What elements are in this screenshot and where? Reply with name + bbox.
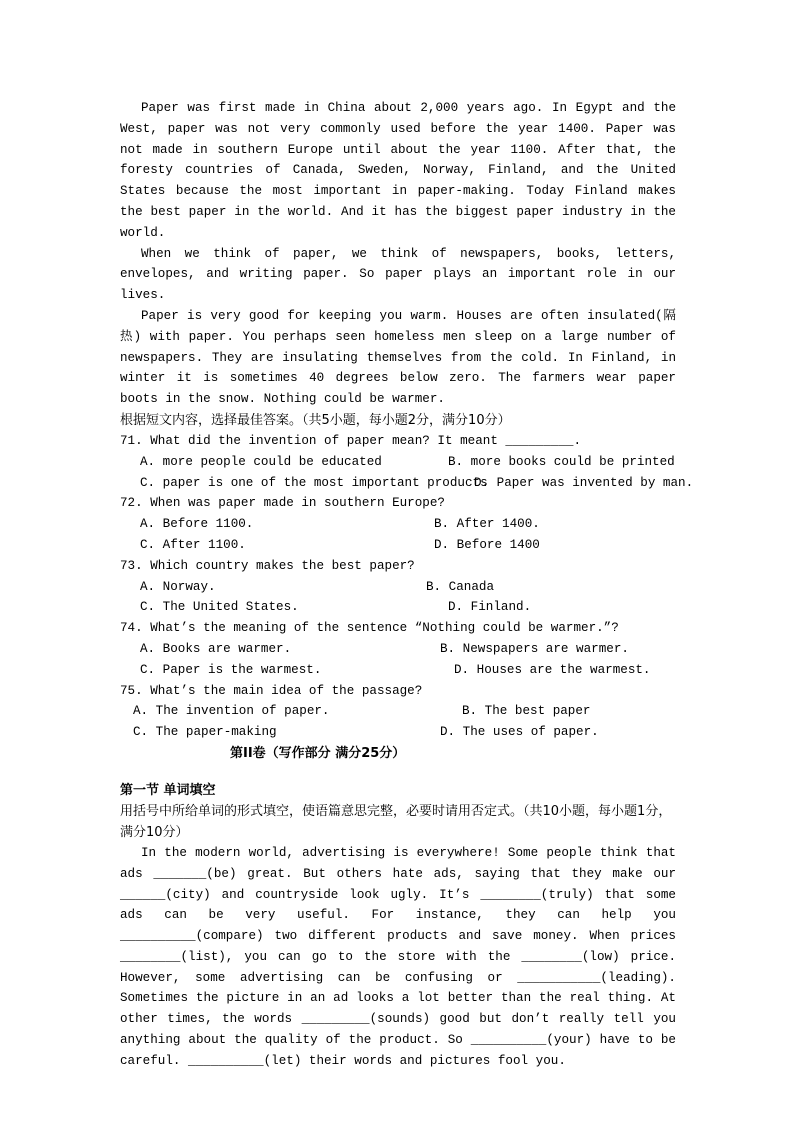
question-74-options-row-2 xyxy=(120,660,676,681)
section-1-title: 第一节 单词填空 xyxy=(120,782,216,798)
question-74-option-d[interactable]: D. Houses are the warmest. xyxy=(454,662,651,677)
question-75-option-b[interactable]: B. The best paper xyxy=(462,704,591,719)
question-73-options-row-2 xyxy=(120,597,676,618)
word-fill-paragraph: In the modern world, advertising is everywhere! Some people think that ads _______(be) great. But others hate ads, saying that they make our ______(city) and countryside look ugly. It’s ________(truly) that some ads can be very useful. For instance, they can help you __________(compare) two different products and save money. When prices ________(list), you can go to the store with the ________(low) price. However, some advertising can be confusing or ___________(leading). Sometimes the picture in an ad looks a lot better than the real thing. At other times, the words _________(sounds) good but don’t really tell you anything about the quality of the product. So __________(your) have to be careful. __________(let) their words and pictures fool you. xyxy=(120,845,676,1068)
question-72-options-row-1 xyxy=(120,514,676,535)
question-75-options-row-2 xyxy=(120,722,676,743)
question-74-option-c[interactable]: C. Paper is the warmest. xyxy=(140,662,322,677)
reading-instructions: 根据短文内容，选择最佳答案。（共5小题，每小题2分，满分10分） xyxy=(120,412,511,428)
passage-paragraph-3: Paper is very good for keeping you warm. Houses are often insulated(隔热) with paper. You perhaps seen homeless men sleep on a large number of newspapers. They are insulating themselves from the cold. In Finland, in winter it is sometimes 40 degrees below zero. The farmers wear paper boots in the snow. Nothing could be warmer. xyxy=(120,308,676,407)
question-74-stem: 74. What’s the meaning of the sentence “Nothing could be warmer.”? xyxy=(120,621,619,636)
part-2-title: 第II卷（写作部分 满分25分） xyxy=(230,745,406,761)
question-75-stem: 75. What’s the main idea of the passage? xyxy=(120,683,423,698)
question-73-option-c[interactable]: C. The United States. xyxy=(140,600,299,615)
question-72-option-d[interactable]: D. Before 1400 xyxy=(434,537,540,552)
question-72-option-c[interactable]: C. After 1100. xyxy=(140,537,246,552)
question-list xyxy=(120,431,694,743)
reading-passage xyxy=(120,98,676,410)
question-72-options-row-2 xyxy=(120,535,676,556)
passage-paragraph-1: Paper was first made in China about 2,000 years ago. In Egypt and the West, paper was not very commonly used before the year 1400. Paper was not made in southern Europe until about the year 1100. After that, the foresty countries of Canada, Sweden, Norway, Finland, and the United States because the most important in paper-making. Today Finland makes the best paper in the world. And it has the biggest paper industry in the world. xyxy=(120,101,676,240)
question-71-option-c[interactable]: C. paper is one of the most important products xyxy=(140,475,488,490)
question-73-stem: 73. Which country makes the best paper? xyxy=(120,558,415,573)
question-71-option-a[interactable]: A. more people could be educated xyxy=(140,454,382,469)
question-72-stem: 72. When was paper made in southern Europe? xyxy=(120,496,445,511)
question-74-option-b[interactable]: B. Newspapers are warmer. xyxy=(440,641,629,656)
section-1-instructions: 用括号中所给单词的形式填空，使语篇意思完整，必要时请用否定式。（共10小题，每小题1分，满分10分） xyxy=(120,803,672,840)
question-71-stem: 71. What did the invention of paper mean? It meant _________. xyxy=(120,433,582,448)
question-75-option-d[interactable]: D. The uses of paper. xyxy=(440,725,599,740)
question-71-options-row-2 xyxy=(120,473,694,494)
exam-page xyxy=(120,98,694,1072)
question-73-options-row-1 xyxy=(120,577,676,598)
question-75-options-row-1 xyxy=(120,701,676,722)
question-71-options-row-1 xyxy=(120,452,676,473)
question-75-option-a[interactable]: A. The invention of paper. xyxy=(133,704,330,719)
question-73-option-a[interactable]: A. Norway. xyxy=(140,579,216,594)
question-75-option-c[interactable]: C. The paper-making xyxy=(133,725,277,740)
passage-paragraph-2: When we think of paper, we think of newspapers, books, letters, envelopes, and writing paper. So paper plays an important role in our lives. xyxy=(120,246,676,303)
question-73-option-d[interactable]: D. Finland. xyxy=(448,600,532,615)
question-71-option-d[interactable]: D. Paper was invented by man. xyxy=(474,475,694,490)
question-71-option-b[interactable]: B. more books could be printed xyxy=(448,454,675,469)
word-fill-passage xyxy=(120,843,676,1072)
question-72-option-a[interactable]: A. Before 1100. xyxy=(140,517,254,532)
question-72-option-b[interactable]: B. After 1400. xyxy=(434,517,540,532)
question-74-option-a[interactable]: A. Books are warmer. xyxy=(140,641,292,656)
question-73-option-b[interactable]: B. Canada xyxy=(426,579,495,594)
question-74-options-row-1 xyxy=(120,639,676,660)
